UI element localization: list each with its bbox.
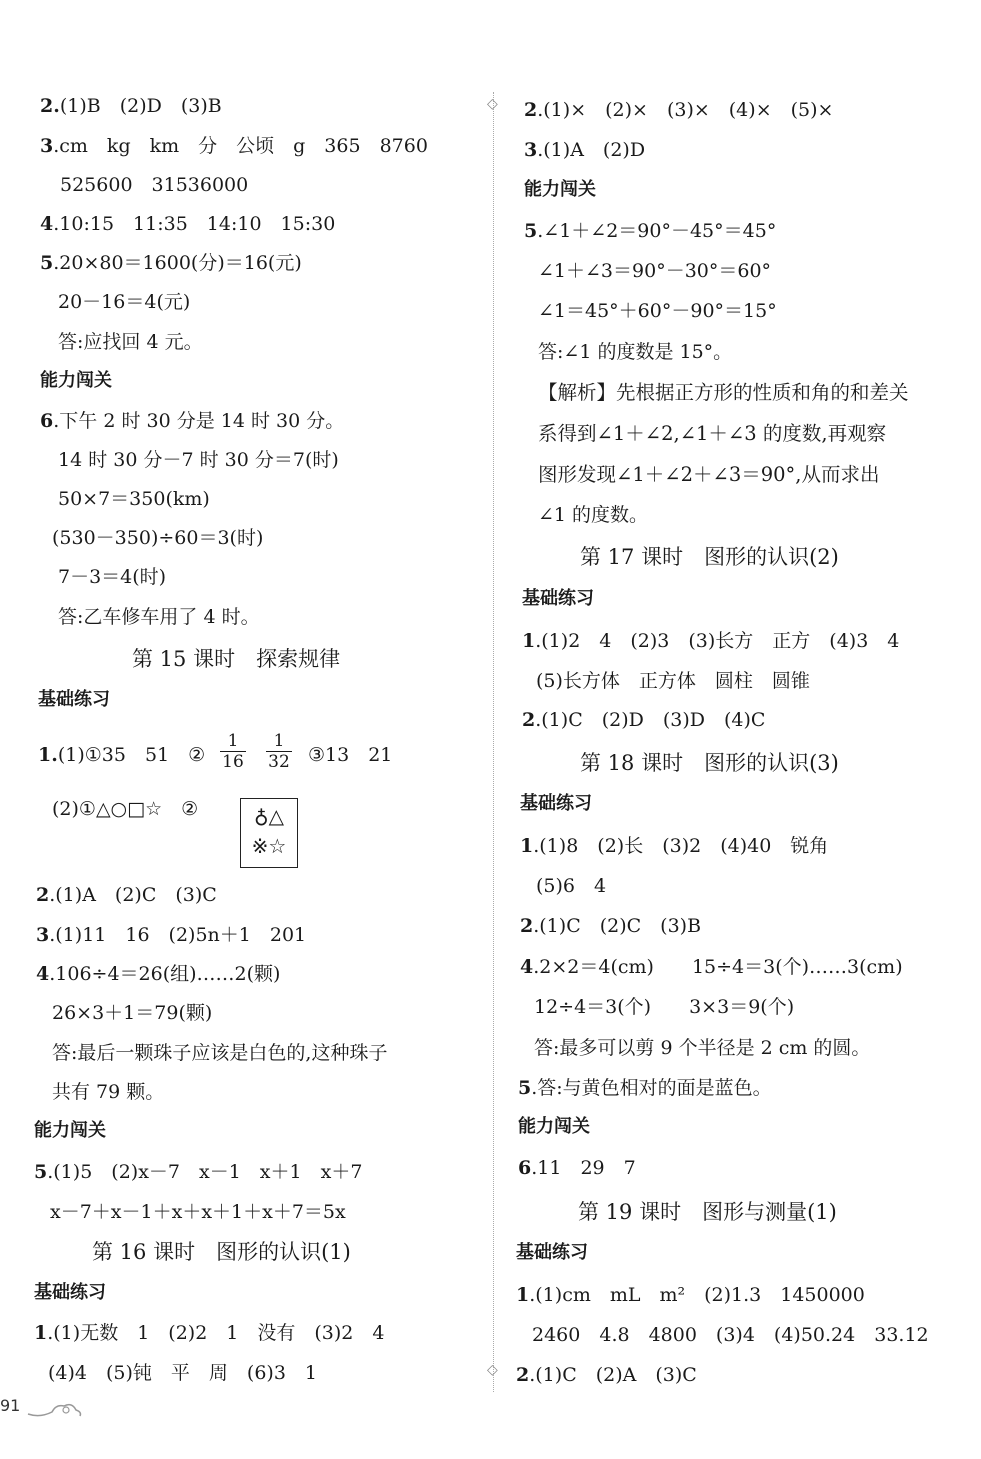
answer-line: 5.(1)5 (2)x－7 x－1 x＋1 x＋7 xyxy=(34,1161,363,1183)
answer-line: 答:∠1 的度数是 15°。 xyxy=(538,341,733,363)
section-label: 能力闯关 xyxy=(34,1120,106,1141)
answer-line: x－7＋x－1＋x＋x＋1＋x＋7＝5x xyxy=(50,1201,346,1223)
answer-line: 20－16＝4(元) xyxy=(58,291,191,313)
lesson-heading: 第 16 课时 图形的认识(1) xyxy=(92,1240,351,1264)
answer-line: 2.(1)× (2)× (3)× (4)× (5)× xyxy=(524,99,834,121)
answer-line: 共有 79 颗。 xyxy=(52,1081,165,1103)
analysis-text: 系得到∠1＋∠2,∠1＋∠3 的度数,再观察 xyxy=(538,422,887,445)
section-label: 基础练习 xyxy=(516,1242,588,1263)
answer-line: 答:应找回 4 元。 xyxy=(58,331,203,353)
answer-line: 7－3＝4(时) xyxy=(58,566,167,588)
answer-line: 2.(1)C (2)D (3)D (4)C xyxy=(522,709,766,731)
answer-line: 6.11 29 7 xyxy=(518,1157,636,1179)
section-label: 能力闯关 xyxy=(40,370,112,391)
lesson-heading: 第 15 课时 探索规律 xyxy=(132,647,341,671)
answer-line: 3.(1)11 16 (2)5n＋1 201 xyxy=(36,924,307,946)
fraction: 1 16 xyxy=(220,732,246,771)
section-label: 能力闯关 xyxy=(524,179,596,200)
answer-line: (530－350)÷60＝3(时) xyxy=(52,527,264,549)
answer-line: 1.(1)cm mL m² (2)1.3 1450000 xyxy=(516,1284,865,1306)
answer-line: 1.(1)8 (2)长 (3)2 (4)40 锐角 xyxy=(520,835,829,857)
section-label: 基础练习 xyxy=(520,793,592,814)
answer-line: 26×3＋1＝79(颗) xyxy=(52,1002,213,1024)
answer-line: 1.(1)2 4 (2)3 (3)长方 正方 (4)3 4 xyxy=(522,630,900,652)
answer-line: 5.∠1＋∠2＝90°－45°＝45° xyxy=(524,220,777,242)
section-label: 基础练习 xyxy=(38,689,110,710)
answer-line: ③13 21 xyxy=(308,744,393,766)
answer-line: 50×7＝350(km) xyxy=(58,488,210,510)
page-number: 91 xyxy=(0,1396,21,1415)
answer-line: 1.(1)无数 1 (2)2 1 没有 (3)2 4 xyxy=(34,1322,385,1344)
answer-line: (4)4 (5)钝 平 周 (6)3 1 xyxy=(48,1362,318,1384)
fraction: 1 32 xyxy=(266,732,292,771)
answer-line: 12÷4＝3(个) 3×3＝9(个) xyxy=(534,996,795,1018)
answer-line: 2.(1)C (2)C (3)B xyxy=(520,915,702,937)
answer-line: 3.(1)A (2)D xyxy=(524,139,646,161)
answer-line: (5)6 4 xyxy=(536,875,607,897)
section-label: 能力闯关 xyxy=(518,1116,590,1137)
lesson-heading: 第 17 课时 图形的认识(2) xyxy=(580,545,839,569)
analysis-text: 图形发现∠1＋∠2＋∠3＝90°,从而求出 xyxy=(538,463,880,486)
answer-line: 2460 4.8 4800 (3)4 (4)50.24 33.12 xyxy=(532,1324,929,1346)
answer-line: 2.(1)C (2)A (3)C xyxy=(516,1364,697,1386)
cloud-ornament-icon xyxy=(26,1398,86,1420)
answer-line: 5.20×80＝1600(分)＝16(元) xyxy=(40,252,302,274)
answer-line: ∠1＋∠3＝90°－30°＝60° xyxy=(538,260,772,282)
answer-line: 2.(1)B (2)D (3)B xyxy=(40,95,222,117)
answer-line: 3.cm kg km 分 公顷 g 365 8760 xyxy=(40,135,428,157)
answer-line: 4.10:15 11:35 14:10 15:30 xyxy=(40,213,336,235)
answer-line: 4.106÷4＝26(组)……2(颗) xyxy=(36,963,281,985)
answer-line: 答:最后一颗珠子应该是白色的,这种珠子 xyxy=(52,1042,388,1064)
answer-line: 14 时 30 分－7 时 30 分＝7(时) xyxy=(58,449,339,471)
analysis-text: 【解析】先根据正方形的性质和角的和差关 xyxy=(538,381,909,404)
answer-line: (5)长方体 正方体 圆柱 圆锥 xyxy=(536,670,810,692)
column-divider xyxy=(493,92,500,1392)
divider-ornament: ◇ xyxy=(487,1362,498,1378)
answer-line: 答:最多可以剪 9 个半径是 2 cm 的圆。 xyxy=(534,1037,871,1059)
divider-ornament: ◇ xyxy=(487,96,498,112)
answer-line: 4.2×2＝4(cm) 15÷4＝3(个)……3(cm) xyxy=(520,956,903,978)
answer-line: 5.答:与黄色相对的面是蓝色。 xyxy=(518,1077,772,1099)
section-label: 基础练习 xyxy=(522,588,594,609)
lesson-heading: 第 19 课时 图形与测量(1) xyxy=(578,1200,837,1224)
answer-line: 答:乙车修车用了 4 时。 xyxy=(58,606,260,628)
analysis-text: ∠1 的度数。 xyxy=(538,504,649,526)
answer-line: 6.下午 2 时 30 分是 14 时 30 分。 xyxy=(40,410,345,432)
answer-line: (2)①△○□☆ ② xyxy=(52,798,199,820)
lesson-heading: 第 18 课时 图形的认识(3) xyxy=(580,751,839,775)
answer-line: ∠1＝45°＋60°－90°＝15° xyxy=(538,300,777,322)
shape-pattern-box: ♁△ ※☆ xyxy=(240,798,298,868)
section-label: 基础练习 xyxy=(34,1282,106,1303)
answer-line: 525600 31536000 xyxy=(60,174,249,196)
answer-line: 2.(1)A (2)C (3)C xyxy=(36,884,217,906)
answer-line: 1.(1)①35 51 ② xyxy=(38,744,206,766)
